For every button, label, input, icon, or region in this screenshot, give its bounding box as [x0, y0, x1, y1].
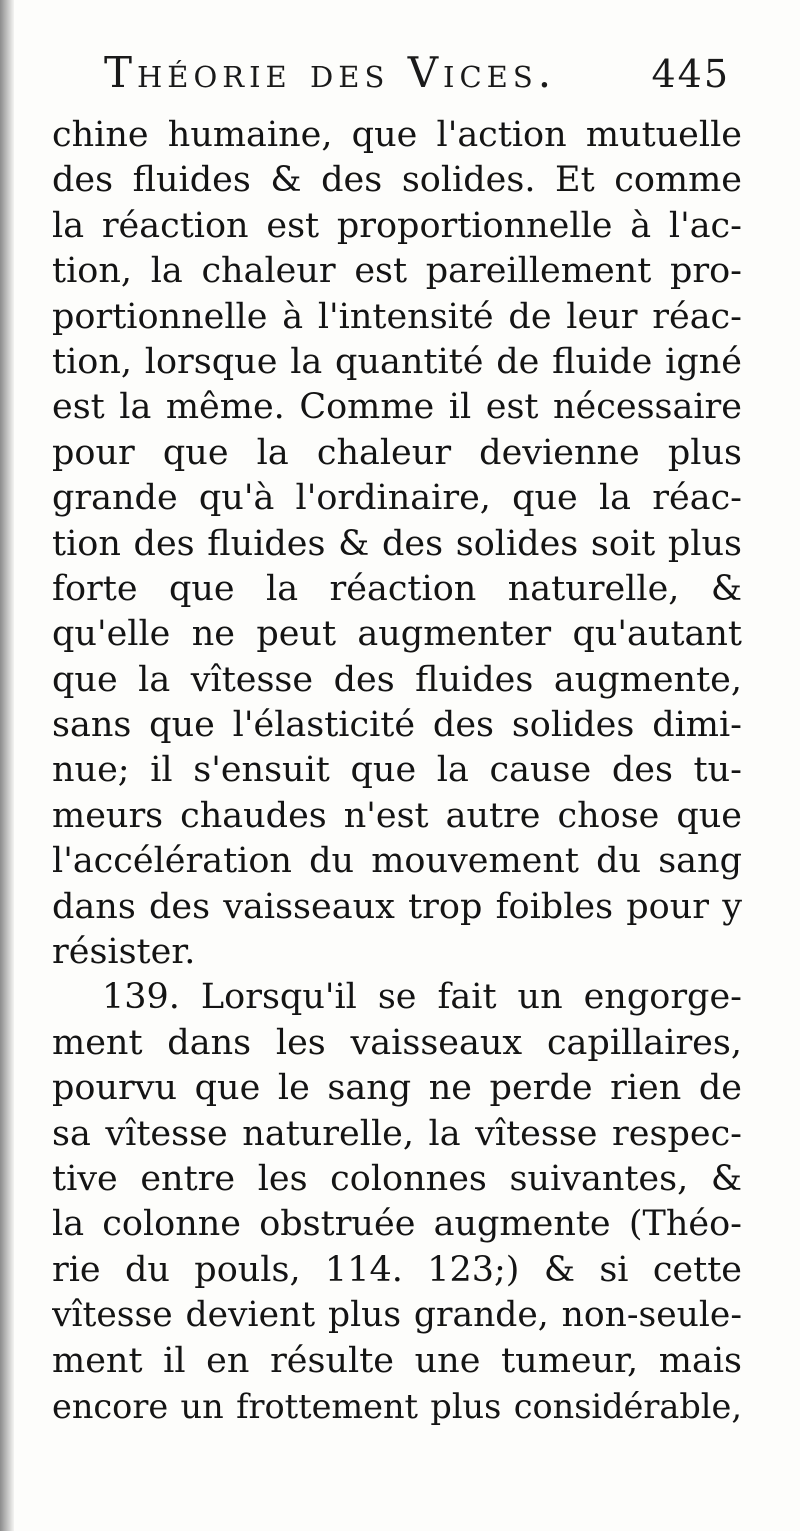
text-line: chine humaine, que l'action mutuelle	[52, 115, 742, 155]
text-line: tion, lorsque la quantité de fluide igné	[52, 341, 742, 382]
text-line: l'accélération du mouvement du sang	[52, 841, 742, 882]
page-gutter-shadow	[0, 0, 14, 1531]
text-line: ment il en résulte une tumeur, mais	[52, 1340, 742, 1381]
text-line: portionnelle à l'intensité de leur réac-	[52, 296, 742, 337]
text-line: dans des vaisseaux trop foibles pour y	[52, 886, 742, 927]
text-line: sans que l'élasticité des solides dimi-	[52, 705, 742, 746]
text-line-paragraph-end: résister.	[52, 932, 196, 973]
running-title: Théorie des Vices.	[104, 48, 557, 97]
text-line: pour que la chaleur devienne plus	[52, 432, 742, 473]
text-line: est la même. Comme il est nécessaire	[52, 387, 742, 428]
text-line: la colonne obstruée augmente (Théo-	[52, 1204, 742, 1245]
text-line: vîtesse devient plus grande, non-seule-	[52, 1295, 742, 1336]
page-header	[104, 48, 744, 108]
text-line: que la vîtesse des fluides augmente,	[52, 659, 742, 700]
text-line: qu'elle ne peut augmenter qu'autant	[52, 614, 742, 655]
text-line: tive entre les colonnes suivantes, &	[52, 1158, 742, 1199]
body-text	[52, 113, 742, 1429]
text-line: tion des fluides & des solides soit plus	[52, 523, 742, 564]
text-line: rie du pouls, 114. 123;) & si cette	[52, 1249, 742, 1290]
page-number: 445	[651, 52, 730, 96]
text-line: sa vîtesse naturelle, la vîtesse respec-	[52, 1113, 742, 1154]
text-line: meurs chaudes n'est autre chose que	[52, 795, 742, 836]
text-line: ment dans les vaisseaux capillaires,	[52, 1022, 742, 1063]
text-line: pourvu que le sang ne perde rien de	[52, 1068, 742, 1109]
text-line: la réaction est proportionnelle à l'ac-	[52, 205, 742, 246]
text-line: forte que la réaction naturelle, &	[52, 568, 742, 609]
text-line: grande qu'à l'ordinaire, que la réac-	[52, 478, 742, 519]
text-line: encore un frottement plus considérable,	[52, 1386, 742, 1426]
text-line: nue; il s'ensuit que la cause des tu-	[52, 750, 742, 791]
paragraph-start-line: 139. Lorsqu'il se fait un engorge-	[102, 977, 742, 1018]
text-line: des fluides & des solides. Et comme	[52, 160, 742, 201]
text-line: tion, la chaleur est pareillement pro-	[52, 251, 742, 292]
